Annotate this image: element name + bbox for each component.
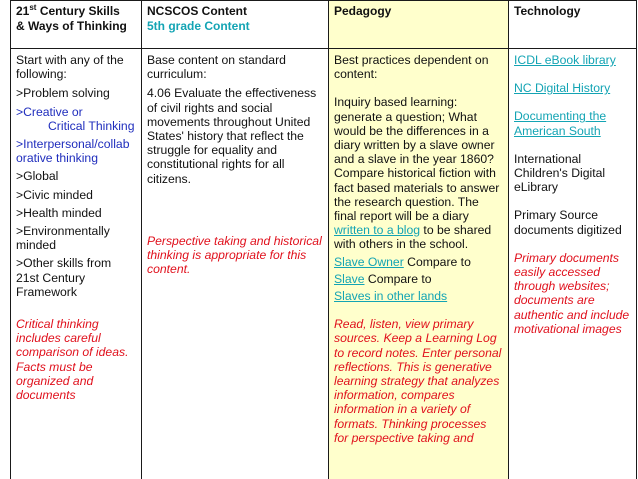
skill-health-minded: >Health minded (16, 205, 102, 220)
skill-creative: >Creative or (16, 104, 83, 119)
header-col2-line1: NCSCOS Content (147, 4, 247, 18)
documenting-american-south-link[interactable]: Documenting the American South (514, 109, 607, 138)
pedagogy-compare-end: to be shared with others in the school. (334, 223, 492, 252)
technology-note: Primary documents easily accessed through websites; documents are authentic and include motivational images (514, 250, 630, 336)
written-to-blog-link[interactable]: written to a blog (334, 223, 421, 238)
skill-interpersonal: >Interpersonal/collab orative thinking (16, 137, 130, 166)
compare-to-1: Compare to (403, 254, 471, 269)
lesson-plan-table (10, 0, 637, 479)
skill-other: >Other skills from 21st Century Framework (16, 256, 112, 299)
header-col1-number: 21 (16, 4, 30, 18)
header-col3-label: Pedagogy (334, 4, 392, 18)
technology-primary-source-text: Primary Source documents digitized (514, 208, 622, 237)
compare-to-2: Compare to (364, 271, 432, 286)
technology-icdl-text: International Children's Digital eLibrary (514, 151, 606, 195)
skill-problem-solving: >Problem solving (16, 86, 110, 101)
content-note: Perspective taking and historical thinking is appropriate for this content. (147, 233, 322, 277)
header-col1-line2: & Ways of Thinking (16, 19, 127, 33)
pedagogy-inquiry: Inquiry based learning: generate a question; What would be the differences in a diary written by a slave owner and a slave in the year 1860? (334, 95, 495, 167)
technology-cell (509, 49, 637, 479)
header-pedagogy (329, 1, 509, 49)
slaves-other-lands-link[interactable]: Slaves in other lands (334, 289, 448, 304)
pedagogy-cell (329, 49, 509, 479)
content-standard: 4.06 Evaluate the effectiveness of civil rights and social movements throughout United States' history that reflect the struggle for equality and constitutional rights for all citizens. (147, 86, 317, 186)
skills-note: Critical thinking includes careful comparison of ideas. Facts must be organized and documents (16, 317, 129, 403)
table-header-row (11, 1, 637, 49)
skill-civic-minded: >Civic minded (16, 187, 93, 202)
skills-cell (11, 49, 142, 479)
slave-link[interactable]: Slave (334, 271, 365, 286)
pedagogy-note: Read, listen, view primary sources. Keep a Learning Log to record notes. Enter personal reflections. This is generative learning strategy that analyzes information, compares information in a variety of formats. Thinking processes for perspective taking and (334, 317, 502, 445)
table-body-row (11, 49, 637, 479)
header-col1-rest: Century Skills (36, 4, 120, 18)
icdl-ebook-link[interactable]: ICDL eBook library (514, 53, 616, 67)
slave-owner-link[interactable]: Slave Owner (334, 254, 404, 269)
header-21st-century-skills (11, 1, 142, 49)
skill-environmentally-minded: >Environmentally minded (16, 224, 110, 253)
header-ncscos-content (142, 1, 329, 49)
nc-digital-history-link[interactable]: NC Digital History (514, 81, 611, 96)
header-col1-sup: st (29, 3, 37, 12)
skills-intro: Start with any of the following: (16, 53, 124, 82)
pedagogy-intro: Best practices dependent on content: (334, 53, 489, 82)
content-intro: Base content on standard curriculum: (147, 53, 286, 82)
header-col2-line2: 5th grade Content (147, 19, 250, 33)
content-cell (142, 49, 329, 479)
pedagogy-compare: Compare historical fiction with fact based materials to answer the research question. The final report will be a diary (334, 166, 500, 224)
skill-global: >Global (16, 169, 59, 184)
header-technology (509, 1, 637, 49)
skill-critical-thinking: Critical Thinking (48, 118, 135, 133)
header-col4-label: Technology (514, 4, 581, 18)
